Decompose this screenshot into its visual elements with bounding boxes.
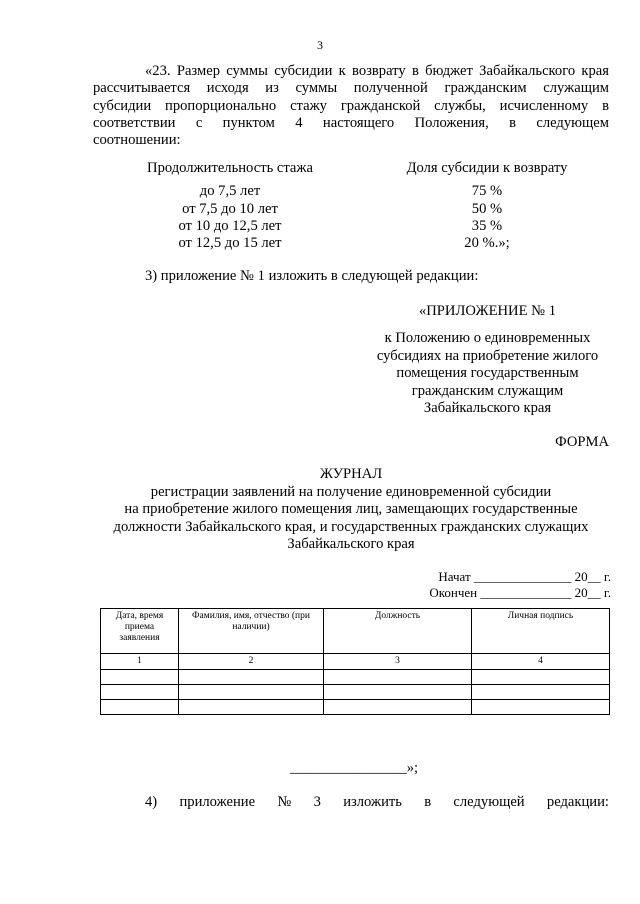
- item-4-word: 4): [145, 794, 158, 810]
- paragraph-23: [93, 63, 609, 149]
- journal-col-number: 1: [101, 654, 179, 670]
- journal-table: [100, 608, 610, 715]
- ratio-share: 20 %.»;: [464, 235, 510, 252]
- ratio-row: [130, 235, 590, 252]
- appendix-line: субсидиях на приобретение жилого: [376, 347, 599, 364]
- journal-header-row: [101, 609, 610, 654]
- journal-finished: Окончен ______________ 20__ г.: [429, 585, 611, 600]
- journal-header-name: Фамилия, имя, отчество (при наличии): [179, 609, 324, 654]
- journal-cell: [101, 685, 179, 700]
- appendix-line: гражданским служащим: [411, 382, 564, 399]
- journal-empty-row: [101, 700, 610, 715]
- ratio-duration: от 10 до 12,5 лет: [178, 217, 282, 234]
- journal-cell: [101, 670, 179, 685]
- appendix-title: «ПРИЛОЖЕНИЕ № 1: [418, 303, 557, 319]
- item-3: 3) приложение № 1 изложить в следующей редакции:: [145, 268, 479, 284]
- paragraph-line: соответствии с пунктом 4 настоящего Положения, в следующем: [93, 114, 609, 131]
- journal-cell: [179, 670, 324, 685]
- journal-cell: [324, 670, 472, 685]
- form-label: ФОРМА: [555, 434, 609, 450]
- ratio-table: [130, 160, 590, 252]
- appendix-line: помещения государственным: [396, 365, 579, 381]
- journal-subtitle: [93, 484, 609, 553]
- journal-cell: [324, 700, 472, 715]
- item-4-word: следующей: [453, 794, 525, 810]
- journal-col-number: 2: [179, 654, 324, 670]
- journal-cell: [472, 670, 610, 685]
- journal-empty-row: [101, 670, 610, 685]
- journal-col-number: 3: [324, 654, 472, 670]
- journal-subtitle-line: регистрации заявлений на получение единовременной субсидии: [150, 484, 552, 500]
- journal-dates: [400, 569, 611, 601]
- journal-title: ЖУРНАЛ: [319, 466, 383, 482]
- ratio-share: 35 %: [471, 217, 503, 234]
- appendix-caption: [355, 330, 620, 418]
- journal-cell: [179, 685, 324, 700]
- paragraph-line: рассчитывается исходя из суммы полученной гражданским служащим: [93, 80, 609, 97]
- ratio-duration: от 7,5 до 10 лет: [182, 200, 278, 217]
- journal-header-position: Должность: [324, 609, 472, 654]
- item-4-word: редакции:: [546, 794, 609, 810]
- journal-cell: [472, 685, 610, 700]
- journal-cell: [179, 700, 324, 715]
- page-number: 3: [317, 38, 323, 52]
- signature-line: ________________»;: [290, 760, 419, 776]
- ratio-duration: до 7,5 лет: [199, 183, 261, 200]
- ratio-header-duration: Продолжительность стажа: [147, 160, 313, 176]
- ratio-duration: от 12,5 до 15 лет: [178, 235, 282, 252]
- appendix-line: к Положению о единовременных: [384, 330, 591, 346]
- ratio-row: [130, 183, 590, 200]
- ratio-header-share: Доля субсидии к возврату: [406, 160, 568, 176]
- item-4: [145, 794, 609, 811]
- journal-subtitle-line: на приобретение жилого помещения лиц, замещающих государственные: [124, 501, 578, 518]
- ratio-share: 50 %: [471, 200, 503, 217]
- ratio-row: [130, 218, 590, 235]
- paragraph-line: субсидии пропорционально стажу гражданской службы, исчисленному в: [93, 97, 609, 114]
- ratio-share: 75 %: [471, 183, 503, 200]
- paragraph-line: «23. Размер суммы субсидии к возврату в бюджет Забайкальского края: [145, 63, 609, 79]
- item-4-word: 3: [313, 794, 321, 810]
- item-4-word: изложить: [343, 794, 402, 810]
- appendix-line: Забайкальского края: [423, 400, 552, 416]
- journal-started: Начат _______________ 20__ г.: [438, 569, 611, 584]
- journal-cell: [472, 700, 610, 715]
- item-4-word: в: [424, 794, 432, 810]
- journal-header-date: Дата, время приема заявления: [101, 609, 179, 654]
- item-4-word: приложение: [179, 794, 256, 810]
- ratio-header-row: [130, 160, 590, 177]
- journal-cell: [324, 685, 472, 700]
- journal-header-signature: Личная подпись: [472, 609, 610, 654]
- journal-cell: [101, 700, 179, 715]
- journal-subtitle-line: должности Забайкальского края, и государственных гражданских служащих: [113, 518, 589, 535]
- paragraph-line: соотношении:: [93, 132, 181, 149]
- ratio-row: [130, 201, 590, 218]
- item-4-word: №: [277, 794, 292, 810]
- journal-subtitle-line: Забайкальского края: [287, 535, 415, 552]
- journal-col-number: 4: [472, 654, 610, 670]
- journal-empty-row: [101, 685, 610, 700]
- journal-number-row: [101, 654, 610, 670]
